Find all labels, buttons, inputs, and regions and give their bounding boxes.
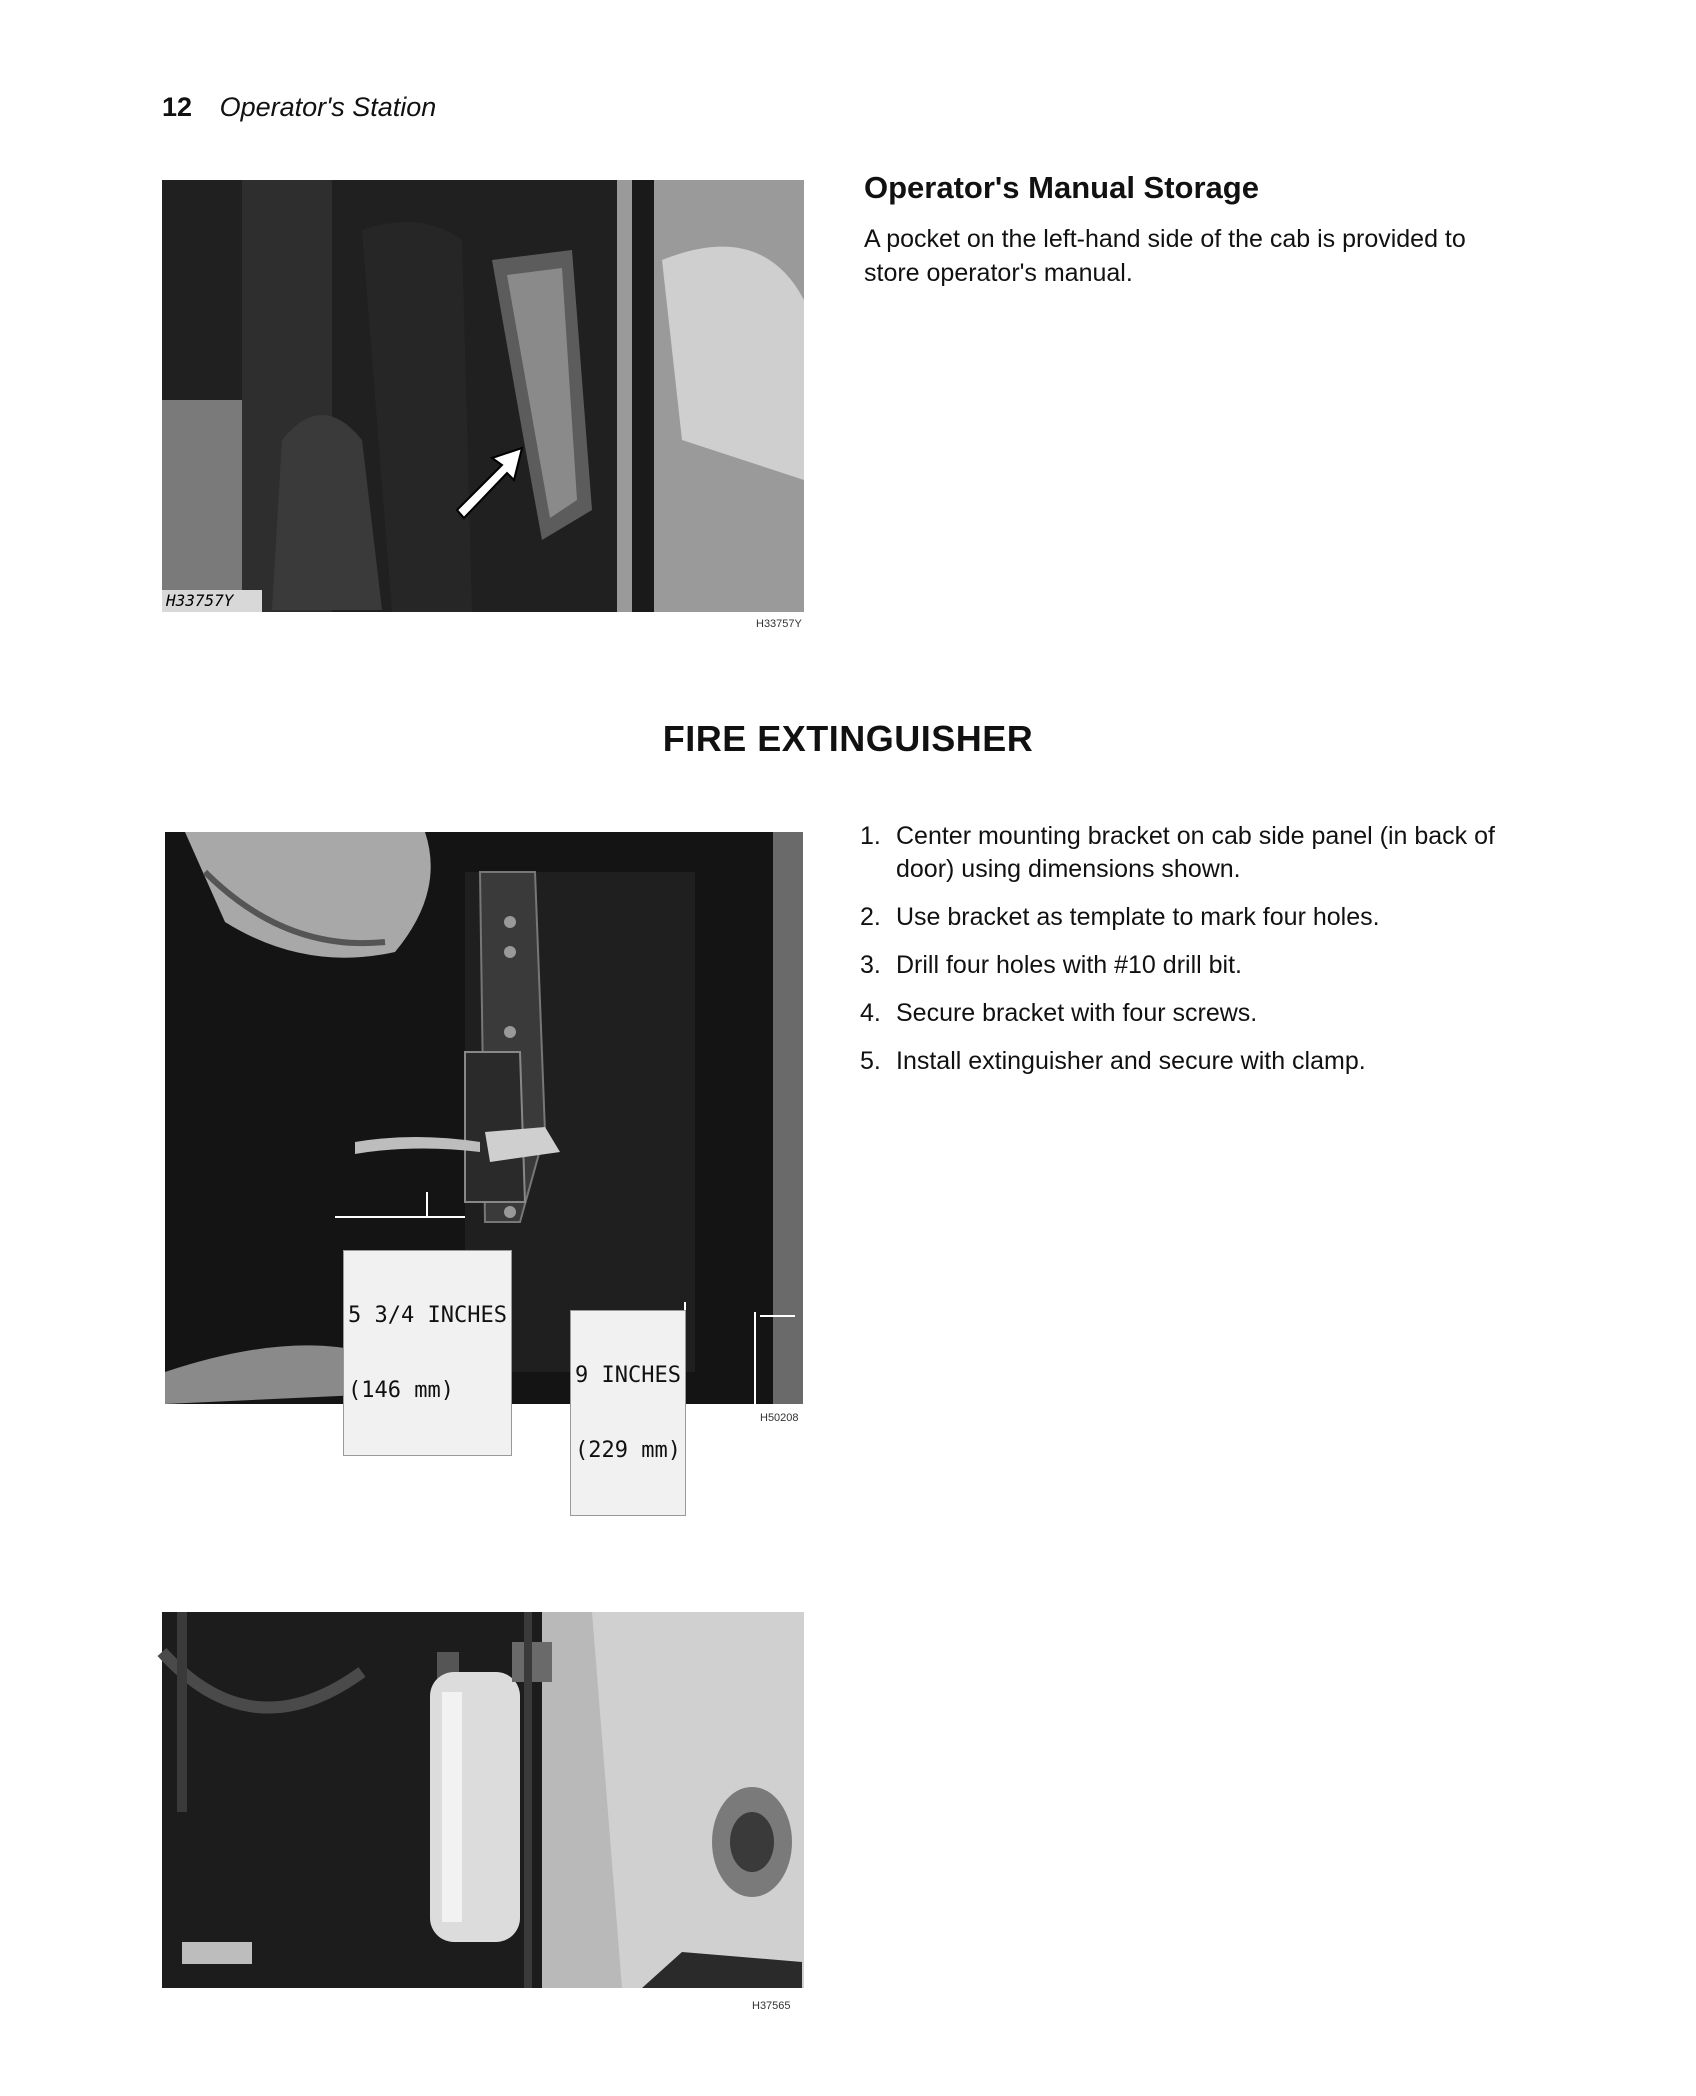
- callout-line: (229 mm): [575, 1438, 681, 1463]
- list-item: [852, 901, 1512, 934]
- figure-id: H50208: [760, 1412, 799, 1424]
- dimension-callout-5-3-4-inches: [343, 1250, 512, 1456]
- step-text: Drill four holes with #10 drill bit.: [896, 951, 1242, 979]
- callout-line: (146 mm): [348, 1378, 454, 1403]
- photo-label: H33757Y: [166, 591, 234, 610]
- fire-extinguisher-heading: FIRE EXTINGUISHER: [662, 718, 1034, 759]
- step-text: Center mounting bracket on cab side panel (in back of door) using dimensions shown.: [896, 822, 1495, 883]
- list-item: [852, 820, 1512, 886]
- figure-id: H37565: [752, 2000, 791, 2012]
- step-number: 4.: [860, 999, 881, 1027]
- installation-steps: [852, 820, 1512, 1093]
- installed-extinguisher-photo: [162, 1612, 804, 1988]
- callout-line: 9 INCHES: [575, 1363, 681, 1388]
- section-heading: Operator's Manual Storage: [864, 170, 1259, 205]
- list-item: [852, 949, 1512, 982]
- step-text: Use bracket as template to mark four holes.: [896, 903, 1380, 931]
- step-number: 1.: [860, 822, 881, 850]
- step-text: Secure bracket with four screws.: [896, 999, 1258, 1027]
- list-item: [852, 997, 1512, 1030]
- figure-id: H33757Y: [756, 618, 802, 630]
- dimension-callout-9-inches: [570, 1310, 686, 1516]
- page-header: [162, 92, 436, 123]
- step-number: 2.: [860, 903, 881, 931]
- callout-line: 5 3/4 INCHES: [348, 1303, 507, 1328]
- step-text: Install extinguisher and secure with clamp.: [896, 1047, 1366, 1075]
- section-paragraph: A pocket on the left-hand side of the cab is provided to store operator's manual.: [864, 225, 1466, 287]
- manual-storage-photo: [162, 180, 804, 612]
- list-item: [852, 1045, 1512, 1078]
- step-number: 5.: [860, 1047, 881, 1075]
- page-number: 12: [162, 92, 193, 122]
- section-title: Operator's Station: [219, 92, 437, 122]
- step-number: 3.: [860, 951, 881, 979]
